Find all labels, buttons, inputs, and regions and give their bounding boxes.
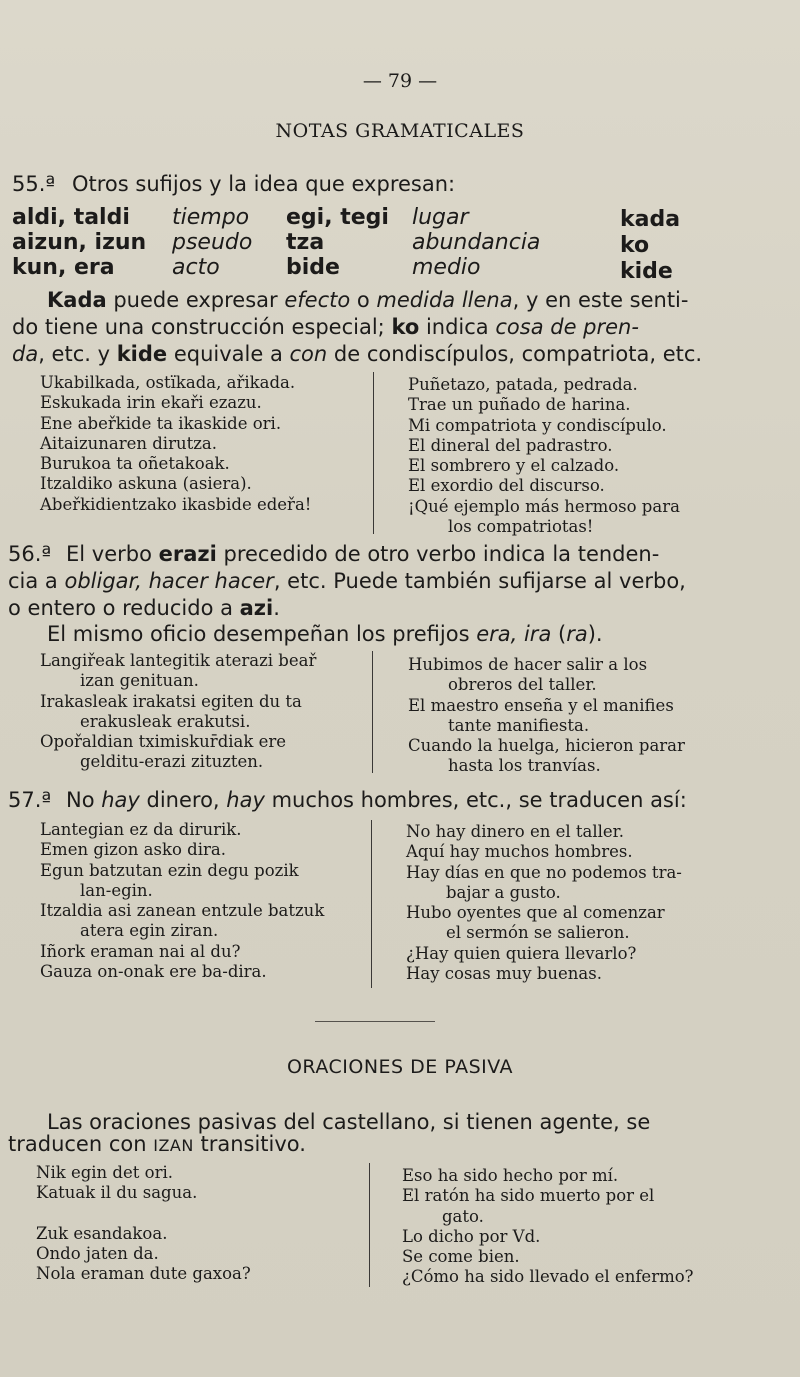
n55-basque-examples xyxy=(40,373,311,515)
example-line: ¿Cómo ha sido llevado el enfermo? xyxy=(402,1267,694,1287)
text-run: medida llena xyxy=(376,288,513,312)
text-run: o entero o reducido a xyxy=(8,596,240,620)
example-line xyxy=(36,1204,251,1224)
example-line: tante manifiesta. xyxy=(448,715,590,735)
column-divider xyxy=(373,372,374,534)
text-run: equivale a xyxy=(167,342,290,366)
n56-paragraph-line xyxy=(8,542,659,566)
text-run: transitivo. xyxy=(193,1132,306,1156)
example-line: Ene abeřkide ta ikaskide ori. xyxy=(40,413,282,433)
example-line: Se come bien. xyxy=(402,1247,520,1267)
n55-paragraph-line xyxy=(47,288,688,312)
example-line: Hubo oyentes que al comenzar xyxy=(406,903,665,923)
suffix-cell: aizun, izun xyxy=(12,230,147,255)
page-number: — 79 — xyxy=(362,70,438,92)
text-run: El mismo oficio desempeñan los prefijos xyxy=(47,622,477,646)
term-ko: ko xyxy=(391,315,420,339)
text-run: o xyxy=(350,288,377,312)
example-line: El ratón ha sido muerto por el xyxy=(402,1186,655,1206)
suffix-cell: egi, tegi xyxy=(286,205,389,230)
n55-intro-line xyxy=(12,172,455,196)
example-line: Opořaldian tximiskur̄diak ere xyxy=(40,732,287,752)
text-run: da xyxy=(12,342,39,366)
example-line: Aquí hay muchos hombres. xyxy=(406,842,633,862)
section-heading-notas: NOTAS GRAMATICALES xyxy=(275,120,525,142)
text-run: precedido de otro verbo indica la tenden- xyxy=(216,542,660,566)
example-line: Itzaldia asi zanean entzule batzuk xyxy=(40,901,325,921)
text-run: hay xyxy=(226,788,265,812)
n57-basque-examples xyxy=(40,820,324,982)
suffix-meaning: lugar xyxy=(412,205,469,230)
text-run: indica xyxy=(419,315,496,339)
suffix-meaning: abundancia xyxy=(412,230,541,255)
text-run: dinero, xyxy=(139,788,227,812)
example-line: Ondo jaten da. xyxy=(36,1244,159,1264)
example-line: Iñork eraman nai al du? xyxy=(40,941,241,961)
example-line: Hubimos de hacer salir a los xyxy=(408,655,648,674)
text-run: muchos hombres, etc., se traducen así: xyxy=(264,788,687,812)
term-azi: azi xyxy=(239,596,274,620)
n56-basque-examples xyxy=(40,651,316,773)
example-line: Emen gizon asko dira. xyxy=(40,840,226,860)
example-line: Abeřkidientzako ikasbide edeřa! xyxy=(40,494,312,514)
suffix-cell: ko xyxy=(620,233,650,258)
text-run: , etc. y xyxy=(38,342,117,366)
text-run: ra xyxy=(566,622,588,646)
n55-paragraph-line xyxy=(12,342,702,366)
term-kada: Kada xyxy=(47,288,107,312)
text-run: de condiscípulos, compatriota, etc. xyxy=(327,342,703,366)
section-divider xyxy=(315,1021,435,1022)
example-line: Langiřeak lantegitik aterazi beař xyxy=(40,651,317,670)
example-line: Puñetazo, patada, pedrada. xyxy=(408,375,638,394)
n56-number: 56.ª xyxy=(8,542,52,566)
text-run: ( xyxy=(551,622,567,646)
text-run: El verbo xyxy=(65,542,159,566)
example-line: hasta los tranvías. xyxy=(448,756,601,776)
example-line: ¿Hay quien quiera llevarlo? xyxy=(406,943,637,963)
column-divider xyxy=(371,820,372,988)
example-line: Gauza on-onak ere ba-dira. xyxy=(40,962,267,982)
text-run: con xyxy=(289,342,328,366)
pasiva-paragraph-line: Las oraciones pasivas del castellano, si tienen agente, se xyxy=(47,1110,651,1134)
column-divider xyxy=(372,651,373,773)
example-line: No hay dinero en el taller. xyxy=(406,822,624,841)
text-run: . xyxy=(273,596,280,620)
text-run: No xyxy=(65,788,102,812)
example-line: El sombrero y el calzado. xyxy=(408,456,620,476)
n56-paragraph-line xyxy=(47,622,603,646)
example-line: Nik egin det ori. xyxy=(36,1163,173,1182)
example-line: lan-egin. xyxy=(80,880,153,900)
n57-paragraph-line xyxy=(8,788,687,812)
suffix-meaning: medio xyxy=(412,255,481,280)
term-erazi: erazi xyxy=(158,542,217,566)
example-line: Irakasleak irakatsi egiten du ta xyxy=(40,691,302,711)
text-run: ). xyxy=(587,622,603,646)
example-line: El dineral del padrastro. xyxy=(408,435,613,455)
suffix-meaning: tiempo xyxy=(172,205,250,230)
n56-paragraph-line xyxy=(8,569,686,593)
example-line: atera egin ziran. xyxy=(80,921,219,941)
suffix-cell: aldi, taldi xyxy=(12,205,130,230)
example-line: Katuak il du sagua. xyxy=(36,1183,198,1203)
example-line: Burukoa ta oñetakoak. xyxy=(40,454,230,474)
n55-number: 55.ª xyxy=(12,172,56,196)
example-line: Eskukada irin ekaři ezazu. xyxy=(40,393,262,413)
example-line: gelditu-erazi zituzten. xyxy=(80,752,264,772)
n55-intro: Otros sufijos y la idea que expresan: xyxy=(71,172,456,196)
example-line: obreros del taller. xyxy=(448,675,597,695)
column-divider xyxy=(369,1163,370,1287)
text-run: traducen con xyxy=(8,1132,154,1156)
example-line: Hay cosas muy buenas. xyxy=(406,964,602,984)
example-line: Lo dicho por Vd. xyxy=(402,1226,541,1246)
example-line: Lantegian ez da dirurik. xyxy=(40,820,242,839)
example-line: Zuk esandakoa. xyxy=(36,1223,168,1243)
example-line: Itzaldiko askuna (asiera). xyxy=(40,474,252,494)
pasiva-basque-examples xyxy=(36,1163,251,1285)
example-line: Egun batzutan ezin degu pozik xyxy=(40,860,299,880)
example-line: el sermón se salieron. xyxy=(446,923,630,943)
text-run: era, ira xyxy=(476,622,552,646)
example-line: gato. xyxy=(442,1206,484,1226)
text-run: cia a xyxy=(8,569,65,593)
n57-number: 57.ª xyxy=(8,788,52,812)
n55-spanish-examples xyxy=(408,375,680,537)
section-heading-pasiva: ORACIONES DE PASIVA xyxy=(286,1056,514,1078)
pasiva-paragraph-line xyxy=(8,1132,306,1156)
example-line: Aitaizunaren dirutza. xyxy=(40,433,218,453)
text-run: hay xyxy=(101,788,140,812)
example-line: erakusleak erakutsi. xyxy=(80,711,251,731)
example-line: Eso ha sido hecho por mí. xyxy=(402,1166,619,1185)
text-run: cosa de pren- xyxy=(495,315,639,339)
n56-paragraph-line xyxy=(8,596,280,620)
example-line: los compatriotas! xyxy=(448,517,594,537)
suffix-meaning: pseudo xyxy=(172,230,253,255)
text-run: obligar, hacer hacer xyxy=(64,569,274,593)
text-run: puede expresar xyxy=(106,288,285,312)
example-line: izan genituan. xyxy=(80,671,199,691)
n55-paragraph-line xyxy=(12,315,639,339)
text-run: , etc. Puede también sufijarse al verbo, xyxy=(273,569,686,593)
suffix-cell: bide xyxy=(286,255,340,280)
n56-spanish-examples xyxy=(408,655,685,777)
n57-spanish-examples xyxy=(406,822,682,984)
suffix-cell: tza xyxy=(286,230,325,255)
example-line: Ukabilkada, ostïkada, ařikada. xyxy=(40,373,296,392)
example-line: Mi compatriota y condiscípulo. xyxy=(408,415,667,435)
example-line: Trae un puñado de harina. xyxy=(408,395,631,415)
example-line: bajar a gusto. xyxy=(446,882,561,902)
text-run: efecto xyxy=(284,288,351,312)
suffix-cell: kun, era xyxy=(12,255,115,280)
term-kide: kide xyxy=(116,342,168,366)
text-run: , y en este senti- xyxy=(512,288,689,312)
example-line: Hay días en que no podemos tra- xyxy=(406,862,682,882)
text-run: do tiene una construcción especial; xyxy=(12,315,392,339)
suffix-cell: kide xyxy=(620,259,673,284)
suffix-meaning: acto xyxy=(172,255,220,280)
example-line: Cuando la huelga, hicieron parar xyxy=(408,736,685,756)
example-line: El exordio del discurso. xyxy=(408,476,605,496)
example-line: ¡Qué ejemplo más hermoso para xyxy=(408,496,680,516)
example-line: El maestro enseña y el manifies xyxy=(408,695,674,715)
suffix-cell: kada xyxy=(620,207,681,232)
pasiva-spanish-examples xyxy=(402,1166,694,1288)
term-izan: IZAN xyxy=(153,1136,194,1155)
example-line: Nola eraman dute gaxoa? xyxy=(36,1264,251,1284)
